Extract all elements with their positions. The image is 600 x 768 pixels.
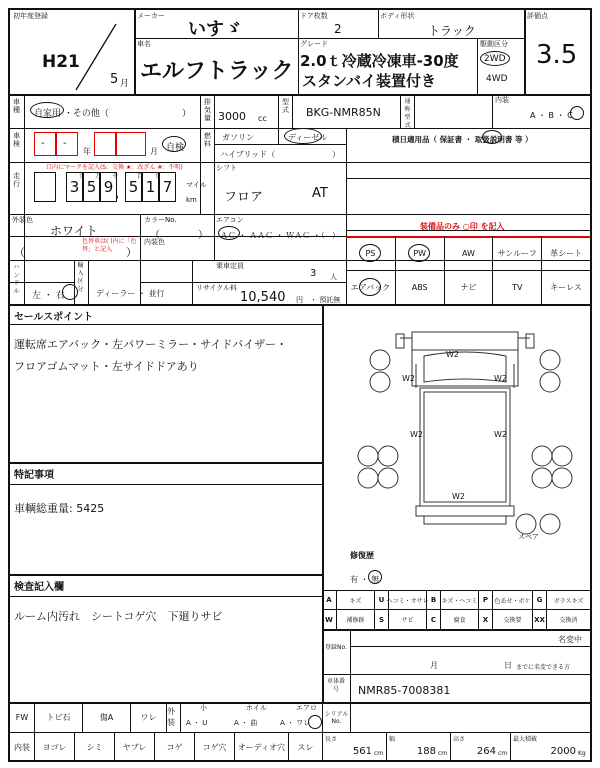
fuel-label: 燃料: [204, 132, 211, 148]
circle-mark: [570, 106, 584, 120]
recycle-unit: 円: [296, 296, 303, 304]
reg-deadline: までに名変できる方: [516, 664, 571, 671]
legend-cell: W: [322, 610, 336, 630]
damage-mark: W2: [452, 492, 465, 501]
odometer-unit: 千: [112, 173, 119, 180]
legend-cell: ガラスキズ: [546, 590, 590, 610]
circle-mark: [308, 715, 322, 729]
divider: [214, 162, 215, 214]
legend-cell: 腐食: [440, 610, 478, 630]
circle-mark: [30, 102, 64, 118]
drive-2wd: 2WD: [484, 54, 506, 64]
legend-cell: 交換済: [546, 610, 590, 630]
circle-mark: [218, 226, 240, 240]
diesel: ディーゼル: [288, 133, 328, 142]
fw-cell: ワレ: [130, 702, 166, 732]
legend-cell: P: [478, 590, 492, 610]
odometer-comma: ，: [115, 186, 129, 201]
chassis-value: NMR85-7008381: [358, 684, 451, 697]
recycle-value: 10,540: [240, 290, 286, 305]
size-unit: cm: [438, 750, 448, 757]
mileage-label: 走行: [13, 172, 20, 188]
trans-value: AT: [312, 186, 328, 201]
divider: [134, 10, 136, 94]
grade-line2: スタンバイ装置付き: [302, 72, 436, 90]
divider: [524, 10, 526, 94]
legend-cell: キズ・ヘコミ: [440, 590, 478, 610]
equipment-label: エアバック: [350, 283, 391, 292]
divider: [140, 282, 346, 283]
name-label: 車名: [137, 40, 151, 48]
size-label: 最大積載: [513, 736, 538, 743]
size-unit: cm: [374, 750, 384, 757]
legend-cell: A: [322, 590, 336, 610]
divider: [378, 10, 379, 38]
circle-mark: [368, 570, 382, 584]
int-cell: シミ: [74, 732, 114, 762]
equipment-label: キーレス: [550, 283, 582, 292]
legend-cell: B: [426, 590, 440, 610]
handle-label: ハンドル: [13, 264, 20, 295]
special-text: 車輌総重量: 5425: [14, 502, 105, 515]
odometer-unit: 十: [78, 173, 85, 180]
legend-cell: サビ: [388, 610, 426, 630]
legend-cell: 補修跡: [336, 610, 374, 630]
truck-diagram: [350, 310, 580, 546]
interior-grades: A ・ B ・ C: [530, 111, 573, 120]
special-title: 特記事項: [14, 470, 54, 481]
odometer-digit: 1: [142, 172, 159, 202]
equipment-label: サンルーフ: [497, 248, 537, 258]
kind-close: ）: [182, 109, 192, 119]
ext-small-value: A ・ U: [186, 719, 208, 727]
int-cell: スレ: [288, 732, 322, 762]
odometer-digit: 7: [159, 172, 176, 202]
model-label: 型式: [282, 98, 289, 114]
divider: [278, 128, 279, 144]
color-no-close: ）: [198, 230, 208, 241]
serial-label: シリアルNo.: [322, 702, 350, 732]
grade-line1: 2.0ｔ冷蔵冷凍車-30度: [300, 52, 459, 70]
divider: [10, 574, 322, 576]
legend-cell: G: [532, 590, 546, 610]
divider: [278, 94, 279, 128]
divider: [492, 94, 493, 128]
disp-unit: cc: [258, 114, 267, 123]
repair-value: 有 ・ 無: [350, 575, 380, 584]
fw-cell: トビ石: [34, 702, 82, 732]
capacity-unit: 人: [330, 273, 337, 281]
divider: [350, 646, 590, 647]
year-unit: 年: [83, 147, 91, 156]
equipment-cell: [541, 270, 590, 304]
interior-row: [10, 732, 590, 762]
odometer-digit: 3: [66, 172, 83, 202]
legend-cell: ヘコミ・オサレ: [388, 590, 426, 610]
circle-mark: [162, 136, 186, 152]
divider: [214, 128, 215, 162]
inspect-box: [116, 132, 146, 156]
recycle-label: リサイクル料: [196, 284, 238, 292]
divider: [400, 94, 401, 128]
body-label: ボディ形状: [380, 12, 415, 20]
reg-month: 5: [110, 72, 119, 87]
divider: [350, 702, 351, 732]
mile-unit: マイル: [186, 181, 207, 189]
spare-label: スペア: [518, 533, 539, 541]
fw-cell: FW: [15, 712, 29, 722]
divider: [292, 94, 293, 128]
odometer-unit: 十: [154, 173, 161, 180]
chassis-label: 車体番号: [326, 678, 345, 693]
size-label: 幅: [389, 736, 396, 743]
int-label: 内装: [14, 742, 30, 752]
ac-label: エアコン: [216, 216, 244, 224]
inspect-box: [34, 132, 56, 156]
divider: [214, 94, 215, 128]
odometer-digit: 9: [100, 172, 117, 202]
kind-label: 車種: [13, 98, 20, 114]
disp-label: 排気量: [204, 98, 211, 122]
divider: [10, 214, 590, 215]
capacity-label: 乗車定員: [216, 262, 244, 270]
km-unit: km: [186, 196, 197, 204]
divider: [346, 128, 347, 162]
reg-no-label: 登録No.: [325, 644, 347, 651]
drive-label: 駆動区分: [480, 40, 508, 48]
maker-label: メーカー: [137, 12, 165, 20]
equipment-cell: [541, 236, 590, 270]
jiyoken: 自検: [166, 143, 185, 153]
equipment-label: ABS: [411, 283, 428, 292]
divider: [214, 214, 215, 260]
circle-mark: [284, 128, 322, 144]
sales-title: セールスポイント: [14, 312, 94, 323]
damage-mark: W2: [410, 430, 423, 439]
month-unit: 月: [120, 79, 130, 89]
divider: [10, 324, 322, 325]
ac-close: ）: [332, 231, 340, 240]
paren-open: （: [14, 246, 25, 259]
capacity-value: 3: [310, 268, 317, 279]
divider: [414, 94, 415, 128]
shift-label: シフト: [216, 164, 237, 172]
hybrid-close: ）: [332, 150, 340, 159]
divider: [477, 38, 478, 94]
interior-label: 内装: [495, 96, 509, 104]
sales-line1: 運転席エアバック・左パワーミラー・サイドバイザー・: [14, 338, 288, 351]
equipment-label: 革シート: [550, 248, 583, 258]
inspect-dash: -: [63, 138, 67, 149]
first-reg-label: 初年度登録: [13, 12, 48, 20]
divider: [322, 630, 590, 631]
legend-cell: キズ: [336, 590, 374, 610]
mileage-note: 口内にマークを記入(S：交換 ★：改ざん #：不明): [46, 164, 183, 171]
legend-cell: U: [374, 590, 388, 610]
fw-cell: 傷A: [82, 702, 130, 732]
divider: [322, 674, 590, 675]
model-value: BKG-NMR85N: [306, 106, 381, 119]
doors-label: ドア枚数: [300, 12, 328, 20]
damage-mark: W2: [494, 430, 507, 439]
wheel-value: A ・ 曲: [234, 719, 258, 727]
size-value: 188: [416, 746, 436, 757]
inspect-box: [56, 132, 78, 156]
divider: [88, 260, 89, 304]
grade-label: グレード: [300, 40, 328, 48]
divider: [346, 178, 590, 179]
size-unit: Kg: [578, 750, 586, 757]
body-value: トラック: [428, 24, 476, 38]
divider: [346, 162, 347, 214]
divider: [214, 144, 346, 145]
legend-cell: 交換要: [492, 610, 532, 630]
inspect-dash: -: [41, 138, 45, 149]
fw-row: [10, 702, 590, 732]
exterior-label: 外装色: [12, 216, 33, 224]
maker-value: いすゞ: [188, 19, 242, 40]
name-value: エルフトラック: [140, 59, 294, 84]
circle-mark: [480, 51, 510, 66]
era-year: H21: [42, 52, 80, 72]
legend-cell: C: [426, 610, 440, 630]
shift-value: フロア: [224, 190, 264, 205]
import-label: 輸入区分: [77, 262, 84, 293]
fw-cell: 外装: [166, 702, 180, 732]
inspect-box: [94, 132, 116, 156]
aero-label: エアロ: [296, 704, 317, 712]
repair-title: 修復歴: [350, 551, 374, 560]
equipment-cell: [395, 270, 444, 304]
divider: [24, 94, 25, 304]
deposit: ・ 預託無: [310, 296, 341, 304]
odometer-unit: 百: [137, 173, 144, 180]
drive-4wd: 4WD: [486, 74, 508, 84]
int-cell: コゲ穴: [194, 732, 234, 762]
int-cell: オーディオ穴: [234, 732, 288, 762]
legend-cell: XX: [532, 610, 546, 630]
equipment-label: ナビ: [460, 283, 477, 292]
color-note: 色替車は( )内に「色替」と記入: [82, 238, 137, 253]
legend-cell: S: [374, 610, 388, 630]
legend-table: [322, 590, 590, 630]
divider: [10, 484, 322, 485]
color-no-label: カラーNo.: [144, 216, 177, 224]
int-cell: ヨゴレ: [34, 732, 74, 762]
equipment-label: AW: [462, 248, 475, 258]
divider: [10, 162, 590, 163]
handle-value: 左 ・ 右: [32, 291, 65, 301]
name-change: 名変中: [558, 635, 582, 644]
auction-sheet: [8, 8, 592, 762]
divider: [298, 10, 299, 94]
equipment-label: PS: [365, 248, 376, 258]
divider: [10, 596, 322, 597]
damage-mark: W2: [402, 374, 415, 383]
damage-mark: W2: [446, 350, 459, 359]
equipment-grid: [346, 236, 590, 304]
reg-day-unit: 日: [504, 661, 512, 670]
divider: [10, 462, 322, 464]
legend-cell: 色あせ・ボケ: [492, 590, 532, 610]
color-no-open: （: [150, 230, 160, 241]
interior-color-label: 内装色: [144, 238, 165, 246]
divider: [200, 128, 201, 162]
equipment-cell: [444, 270, 493, 304]
odometer-unit: 万: [95, 173, 102, 180]
size-label: 高さ: [453, 736, 466, 743]
reg-month-unit: 月: [430, 661, 438, 670]
size-value: 2000: [550, 746, 576, 757]
mileage-box-blank: [34, 172, 56, 202]
legend-cell: X: [478, 610, 492, 630]
int-cell: ヤブレ: [114, 732, 154, 762]
inspection-title: 検査記入欄: [14, 582, 64, 593]
score-label: 評価点: [527, 12, 548, 20]
equip-title: 装備品のみ ○印 を記入: [420, 222, 505, 231]
damage-mark: W2: [494, 374, 507, 383]
tsusho-label: 通称型式: [404, 98, 411, 129]
circle-mark: [482, 130, 502, 144]
wheel-label: ホイル: [246, 704, 267, 712]
paren-close: ）: [126, 246, 137, 259]
equipment-label: PW: [413, 248, 427, 258]
inspection-text: ルーム内汚れ シートコゲ穴 下廻りサビ: [14, 610, 223, 623]
equipment-cell: [492, 236, 541, 270]
disp-value: 3000: [218, 110, 246, 123]
odometer-digit: 5: [83, 172, 100, 202]
import-value: ディーラー ・ 並行: [96, 289, 165, 298]
score-value: 3.5: [536, 40, 578, 70]
sales-line2: フロアゴムマット・左サイドドアあり: [14, 360, 199, 373]
divider: [200, 94, 201, 128]
ac-value: ＡＣ ・ ＡＡＣ ・ ＷＡＣ ・（: [220, 231, 325, 240]
kind-text: 自家用 ・その他（: [34, 109, 109, 119]
aero-value: A ・ ワレ: [280, 719, 311, 727]
exterior-value: ホワイト: [50, 224, 98, 238]
size-value: 264: [476, 746, 496, 757]
doors-value: 2: [334, 22, 342, 36]
equipment-label: TV: [512, 283, 523, 292]
size-label: 長さ: [325, 736, 338, 743]
equipment-cell: [444, 236, 493, 270]
size-value: 561: [352, 746, 372, 757]
equipment-cell: [492, 270, 541, 304]
ext-small-label: 小: [200, 704, 207, 712]
divider: [350, 630, 351, 702]
inspect-label: 車検: [13, 132, 20, 148]
divider: [322, 304, 324, 702]
int-cell: コゲ: [154, 732, 194, 762]
gasoline: ガソリン: [222, 133, 254, 142]
month-unit: 月: [150, 147, 158, 156]
odometer-digit: 5: [125, 172, 142, 202]
docs-title: 積日適用品（ 保証書 ・ 取扱説明書 等 ）: [392, 135, 533, 144]
size-unit: cm: [498, 750, 508, 757]
hybrid: ハイブリッド（: [220, 150, 276, 159]
